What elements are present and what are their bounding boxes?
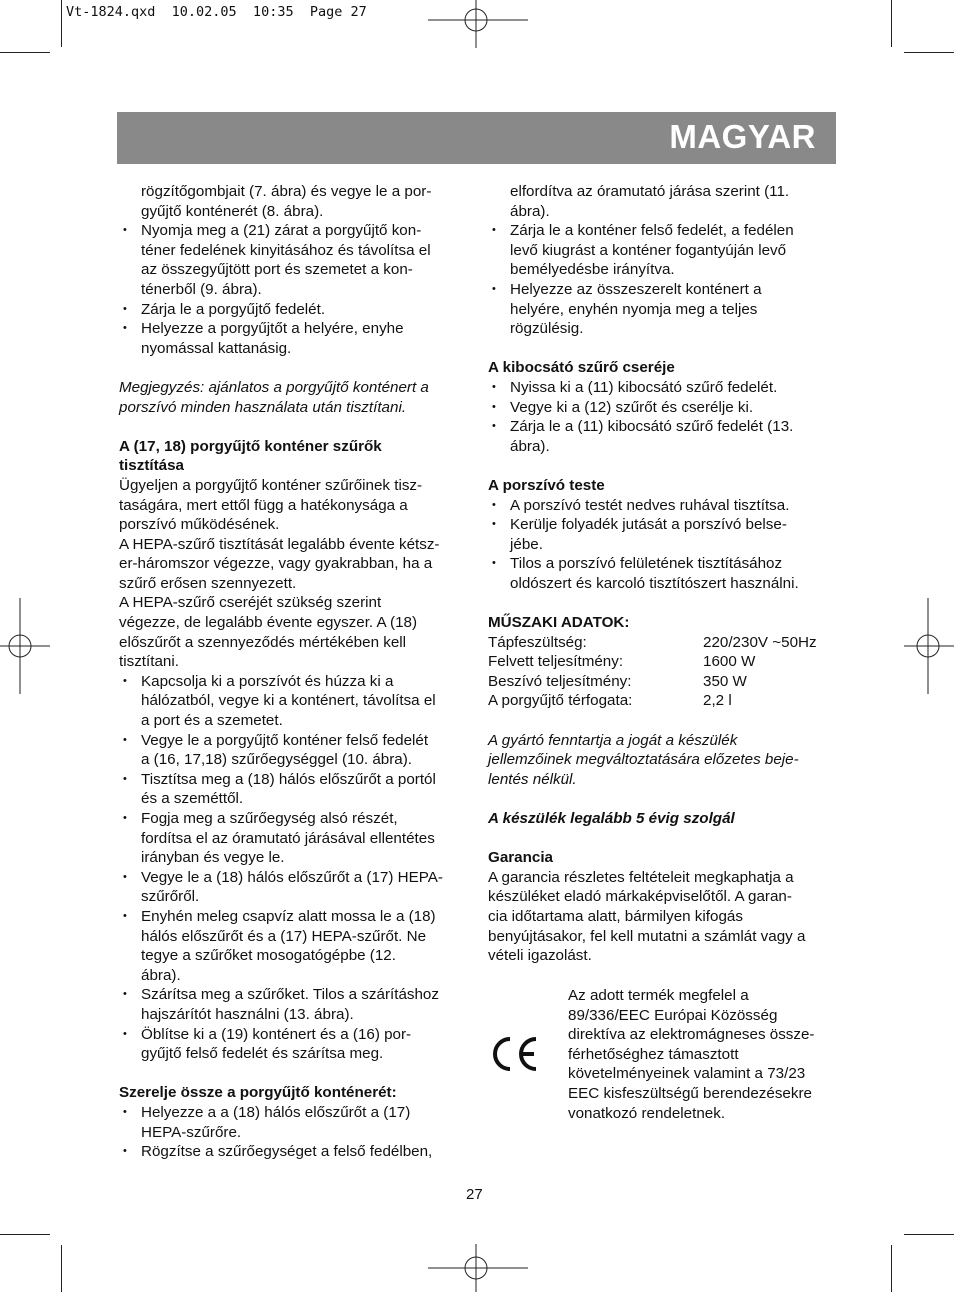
page-number: 27: [466, 1186, 483, 1203]
list-item: • Fogja meg a szűrőegység alsó részét, fordítsa el az óramutató járásával ellentétes irányban és vegye le.: [119, 809, 465, 868]
assemble-heading: Szerelje össze a porgyűjtő konténerét:: [119, 1084, 397, 1102]
exhaust-filter-heading: A kibocsátó szűrő cseréje: [488, 359, 675, 377]
registration-mark-right: [904, 598, 954, 694]
list-item: • Vegye le a porgyűjtő konténer felső fedelét a (16, 17,18) szűrőegységgel (10. ábra).: [119, 731, 465, 770]
print-header: Vt-1824.qxd 10.02.05 10:35 Page 27: [66, 4, 367, 20]
warranty-heading: Garancia: [488, 849, 554, 867]
language-banner: [117, 112, 836, 164]
list-item: • Zárja le a porgyűjtő fedelét.: [119, 300, 465, 320]
warranty-paragraph: A garancia részletes feltételeit megkaphatja a készüléket eladó márkaképviselőtől. A garan- cia időtartama alatt, bármilyen kifogás benyújtásakor, fel kell mutatni a számlát vagy a vételi igazolást.: [488, 868, 806, 965]
list-item: • Enyhén meleg csapvíz alatt mossa le a (18) hálós előszűrőt és a (17) HEPA-szűrőt. Ne tegye a szűrőket mosogatógépbe (12. ábra).: [119, 907, 465, 985]
paragraph: A HEPA-szűrő tisztítását legalább évente kétsz- er-háromszor végezze, vagy gyakrabban, ha a szűrő erősen szennyezett.: [119, 535, 440, 592]
list-item: • Kapcsolja ki a porszívót és húzza ki a hálózatból, vegye ki a konténert, távolítsa el a port és a szemetet.: [119, 672, 465, 731]
list-item: • Szárítsa meg a szűrőket. Tilos a szárításhoz hajszárítót használni (13. ábra).: [119, 985, 465, 1024]
filters-heading: A (17, 18) porgyűjtő konténer szűrők tisztítása: [119, 437, 382, 475]
list-item: • Nyomja meg a (21) zárat a porgyűjtő kon- téner fedelének kinyitásához és távolítsa el az összegyűjtött port és szemetet a kon- ténerből (9. ábra).: [119, 221, 465, 299]
ce-compliance-text: Az adott termék megfelel a 89/336/EEC Európai Közösség direktíva az elektromágneses össze- férhetőséghez támasztott követelményeinek valamint a 73/23 EEC kisfeszültségű berendezésekre vonatkozó rendeletnek.: [568, 987, 815, 1122]
specs-heading: MŰSZAKI ADATOK:: [488, 614, 630, 632]
spec-row: Beszívó teljesítmény: 350 W: [488, 672, 747, 690]
spec-row: A porgyűjtő térfogata: 2,2 l: [488, 692, 732, 710]
registration-mark-bottom: [428, 1244, 528, 1292]
list-item: • Helyezze a porgyűjtőt a helyére, enyhe nyomással kattanásig.: [119, 319, 465, 358]
list-item: • Vegye le a (18) hálós előszűrőt a (17) HEPA- szűrőről.: [119, 868, 465, 907]
ce-mark-icon: [488, 1034, 540, 1074]
banner-title: MAGYAR: [669, 118, 816, 155]
note-paragraph: Megjegyzés: ajánlatos a porgyűjtő konténert a porszívó minden használata után tisztítani.: [119, 378, 429, 416]
list-item: • Zárja le a (11) kibocsátó szűrő fedelét (13. ábra).: [488, 417, 834, 456]
list-item: • Öblítse ki a (19) konténert és a (16) por- gyűjtő felső fedelét és szárítsa meg.: [119, 1025, 465, 1064]
registration-mark-left: [0, 598, 50, 694]
rights-note: A gyártó fenntartja a jogát a készülék jellemzőinek megváltoztatására előzetes beje- lentés nélkül.: [488, 731, 799, 788]
list-item: • Rögzítse a szűrőegységet a felső fedélben,: [119, 1142, 465, 1162]
continued-text: rögzítőgombjait (7. ábra) és vegye le a por- gyűjtő konténerét (8. ábra).: [141, 183, 432, 220]
right-column: [488, 182, 834, 966]
spec-row: Tápfeszültség: 220/230V ~50Hz: [488, 633, 817, 651]
registration-mark-top: [428, 0, 528, 48]
spec-row: Felvett teljesítmény: 1600 W: [488, 653, 756, 671]
specs-table: [488, 633, 834, 711]
body-heading: A porszívó teste: [488, 476, 605, 494]
paragraph: A HEPA-szűrő cseréjét szükség szerint végezze, de legalább évente egyszer. A (18) előszűrőt a szennyeződés mértékében kell tisztítani.: [119, 594, 418, 671]
list-item: • Helyezze az összeszerelt konténert a helyére, enyhén nyomja meg a teljes rögzülésig.: [488, 280, 834, 339]
continued-text: elfordítva az óramutató járása szerint (11. ábra).: [510, 183, 790, 220]
list-item: • Zárja le a konténer felső fedelét, a fedélen levő kiugrást a konténer fogantyúján levő bemélyedésbe irányítva.: [488, 221, 834, 280]
list-item: • Tisztítsa meg a (18) hálós előszűrőt a portól és a szeméttől.: [119, 770, 465, 809]
list-item: • Vegye ki a (12) szűrőt és cserélje ki.: [488, 398, 834, 418]
left-column: [119, 182, 465, 1162]
list-item: • Kerülje folyadék jutását a porszívó belse- jébe.: [488, 515, 834, 554]
list-item: • Tilos a porszívó felületének tisztításához oldószert és karcoló tisztítószert használni.: [488, 554, 834, 593]
list-item: • Helyezze a a (18) hálós előszűrőt a (17) HEPA-szűrőre.: [119, 1103, 465, 1142]
list-item: • A porszívó testét nedves ruhával tisztítsa.: [488, 496, 834, 516]
paragraph: Ügyeljen a porgyűjtő konténer szűrőinek tisz- taságára, mert ettől függ a hatékonysága a porszívó működésének.: [119, 476, 423, 534]
service-life-note: A készülék legalább 5 évig szolgál: [488, 810, 735, 827]
list-item: • Nyissa ki a (11) kibocsátó szűrő fedelét.: [488, 378, 834, 398]
